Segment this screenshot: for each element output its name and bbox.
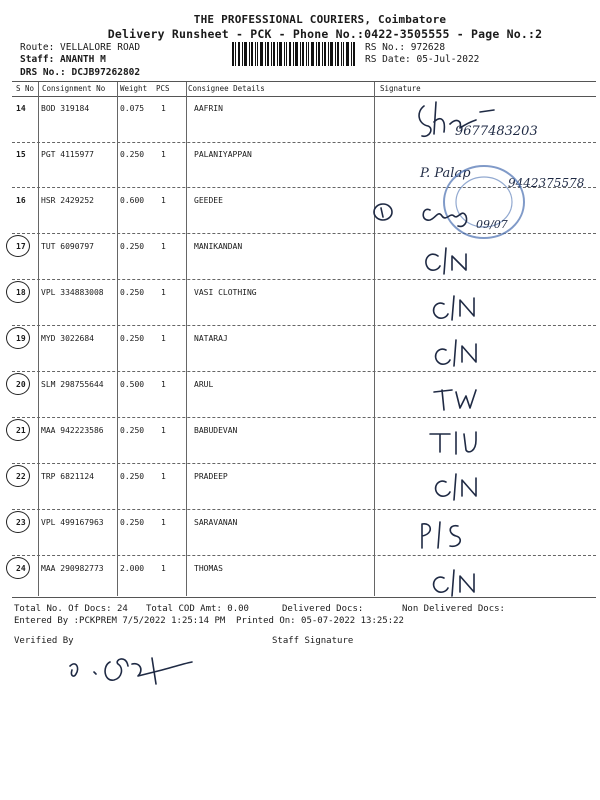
signature-cn-24	[428, 566, 488, 600]
row-consignee: ARUL	[194, 380, 214, 389]
row-weight: 0.250	[120, 472, 145, 481]
verifier-signature	[66, 648, 206, 692]
row-consignee: GEEDEE	[194, 196, 223, 205]
table-header-rule	[12, 96, 596, 97]
row-divider	[12, 279, 596, 280]
row-consignment: HSR 2429252	[41, 196, 94, 205]
table-row	[12, 288, 596, 334]
row-consignee: SARAVANAN	[194, 518, 238, 527]
signature-tw-20	[428, 382, 488, 416]
table-row	[12, 380, 596, 426]
handwritten-name: P. Palap	[420, 166, 471, 181]
row-weight: 0.250	[120, 242, 145, 251]
row-consignee: AAFRIN	[194, 104, 223, 113]
handwritten-date: 09/07	[476, 218, 508, 231]
row-sno: 24	[16, 564, 26, 573]
row-sno: 19	[16, 334, 26, 343]
row-sno: 14	[16, 104, 26, 113]
verified-by: Verified By	[14, 636, 74, 646]
row-sno: 20	[16, 380, 26, 389]
row-sno: 17	[16, 242, 26, 251]
staff-label: Staff: ANANTH M	[20, 54, 106, 65]
row-consignment: VPL 499167963	[41, 518, 104, 527]
row-weight: 0.600	[120, 196, 145, 205]
col-consignee: Consignee Details	[188, 84, 265, 93]
row-divider	[12, 463, 596, 464]
total-cod: Total COD Amt: 0.00	[146, 604, 249, 614]
total-docs: Total No. Of Docs: 24	[14, 604, 128, 614]
signature-cn-18	[428, 290, 488, 324]
rs-number: RS No.: 972628	[365, 42, 446, 53]
company-title: THE PROFESSIONAL COURIERS, Coimbatore	[193, 13, 447, 26]
row-weight: 0.250	[120, 334, 145, 343]
handwritten-phone-1: 9677483203	[455, 124, 538, 139]
row-divider	[12, 417, 596, 418]
row-consignee: PALANIYAPPAN	[194, 150, 252, 159]
row-weight: 0.075	[120, 104, 145, 113]
row-sno: 21	[16, 426, 26, 435]
row-pcs: 1	[161, 196, 166, 205]
table-row	[12, 472, 596, 518]
drs-number: DRS No.: DCJB97262802	[20, 67, 141, 78]
staff-signature-label: Staff Signature	[272, 636, 354, 646]
row-pcs: 1	[161, 564, 166, 573]
row-pcs: 1	[161, 242, 166, 251]
row-divider	[12, 509, 596, 510]
row-consignment: TRP 6821124	[41, 472, 94, 481]
signature-tw-21	[426, 426, 486, 460]
row-consignee: THOMAS	[194, 564, 223, 573]
table-row	[12, 334, 596, 380]
table-header	[12, 82, 596, 96]
row-consignment: VPL 334883008	[41, 288, 104, 297]
table-row	[12, 426, 596, 472]
col-pcs: PCS	[156, 84, 170, 93]
table-row	[12, 518, 596, 564]
row-consignee: MANIKANDAN	[194, 242, 243, 251]
row-pcs: 1	[161, 150, 166, 159]
signature-ps-23	[414, 518, 474, 552]
row-sno: 16	[16, 196, 26, 205]
row-sno: 22	[16, 472, 26, 481]
row-weight: 0.250	[120, 150, 145, 159]
signature-cn-17	[420, 244, 480, 278]
entered-by: Entered By :PCKPREM 7/5/2022 1:25:14 PM	[14, 616, 226, 626]
row-pcs: 1	[161, 380, 166, 389]
row-divider	[12, 371, 596, 372]
col-signature: Signature	[380, 84, 421, 93]
row-pcs: 1	[161, 472, 166, 481]
row-consignment: MAA 290982773	[41, 564, 104, 573]
col-weight: Weight	[120, 84, 148, 93]
row-weight: 0.250	[120, 518, 145, 527]
row-pcs: 1	[161, 334, 166, 343]
row-consignee: VASI CLOTHING	[194, 288, 257, 297]
row-pcs: 1	[161, 518, 166, 527]
row-pcs: 1	[161, 288, 166, 297]
signature-row-14	[410, 98, 570, 148]
rs-date: RS Date: 05-Jul-2022	[365, 54, 480, 65]
col-sno: S No	[16, 84, 35, 93]
row-consignment: MYD 3022684	[41, 334, 94, 343]
row-consignment: TUT 6090797	[41, 242, 94, 251]
delivered-docs: Delivered Docs:	[282, 604, 364, 614]
row-weight: 0.250	[120, 288, 145, 297]
table-bottom-rule	[12, 597, 596, 598]
signature-cn-22	[430, 470, 490, 504]
row-weight: 2.000	[120, 564, 145, 573]
row-sno: 18	[16, 288, 26, 297]
row-pcs: 1	[161, 426, 166, 435]
non-delivered-docs: Non Delivered Docs:	[402, 604, 505, 614]
row-consignee: NATARAJ	[194, 334, 228, 343]
row-consignee: PRADEEP	[194, 472, 228, 481]
row-pcs: 1	[161, 104, 166, 113]
handwritten-phone-2: 9442375578	[508, 176, 585, 190]
route-label: Route: VELLALORE ROAD	[20, 42, 141, 53]
row-divider	[12, 555, 596, 556]
row-consignment: BOD 319184	[41, 104, 90, 113]
row-weight: 0.500	[120, 380, 145, 389]
row-weight: 0.250	[120, 426, 145, 435]
row-sno: 15	[16, 150, 26, 159]
runsheet-subtitle: Delivery Runsheet - PCK - Phone No.:0422-3505555 - Page No.:2	[107, 27, 543, 41]
row-consignment: MAA 942223586	[41, 426, 104, 435]
row-divider	[12, 325, 596, 326]
row-consignee: BABUDEVAN	[194, 426, 238, 435]
row-consignment: PGT 4115977	[41, 150, 94, 159]
row-sno: 23	[16, 518, 26, 527]
barcode-image	[232, 42, 356, 66]
signature-cn-19	[430, 336, 490, 370]
row-consignment: SLM 298755644	[41, 380, 104, 389]
col-consignment: Consignment No	[42, 84, 106, 93]
printed-on: Printed On: 05-07-2022 13:25:22	[236, 616, 404, 626]
